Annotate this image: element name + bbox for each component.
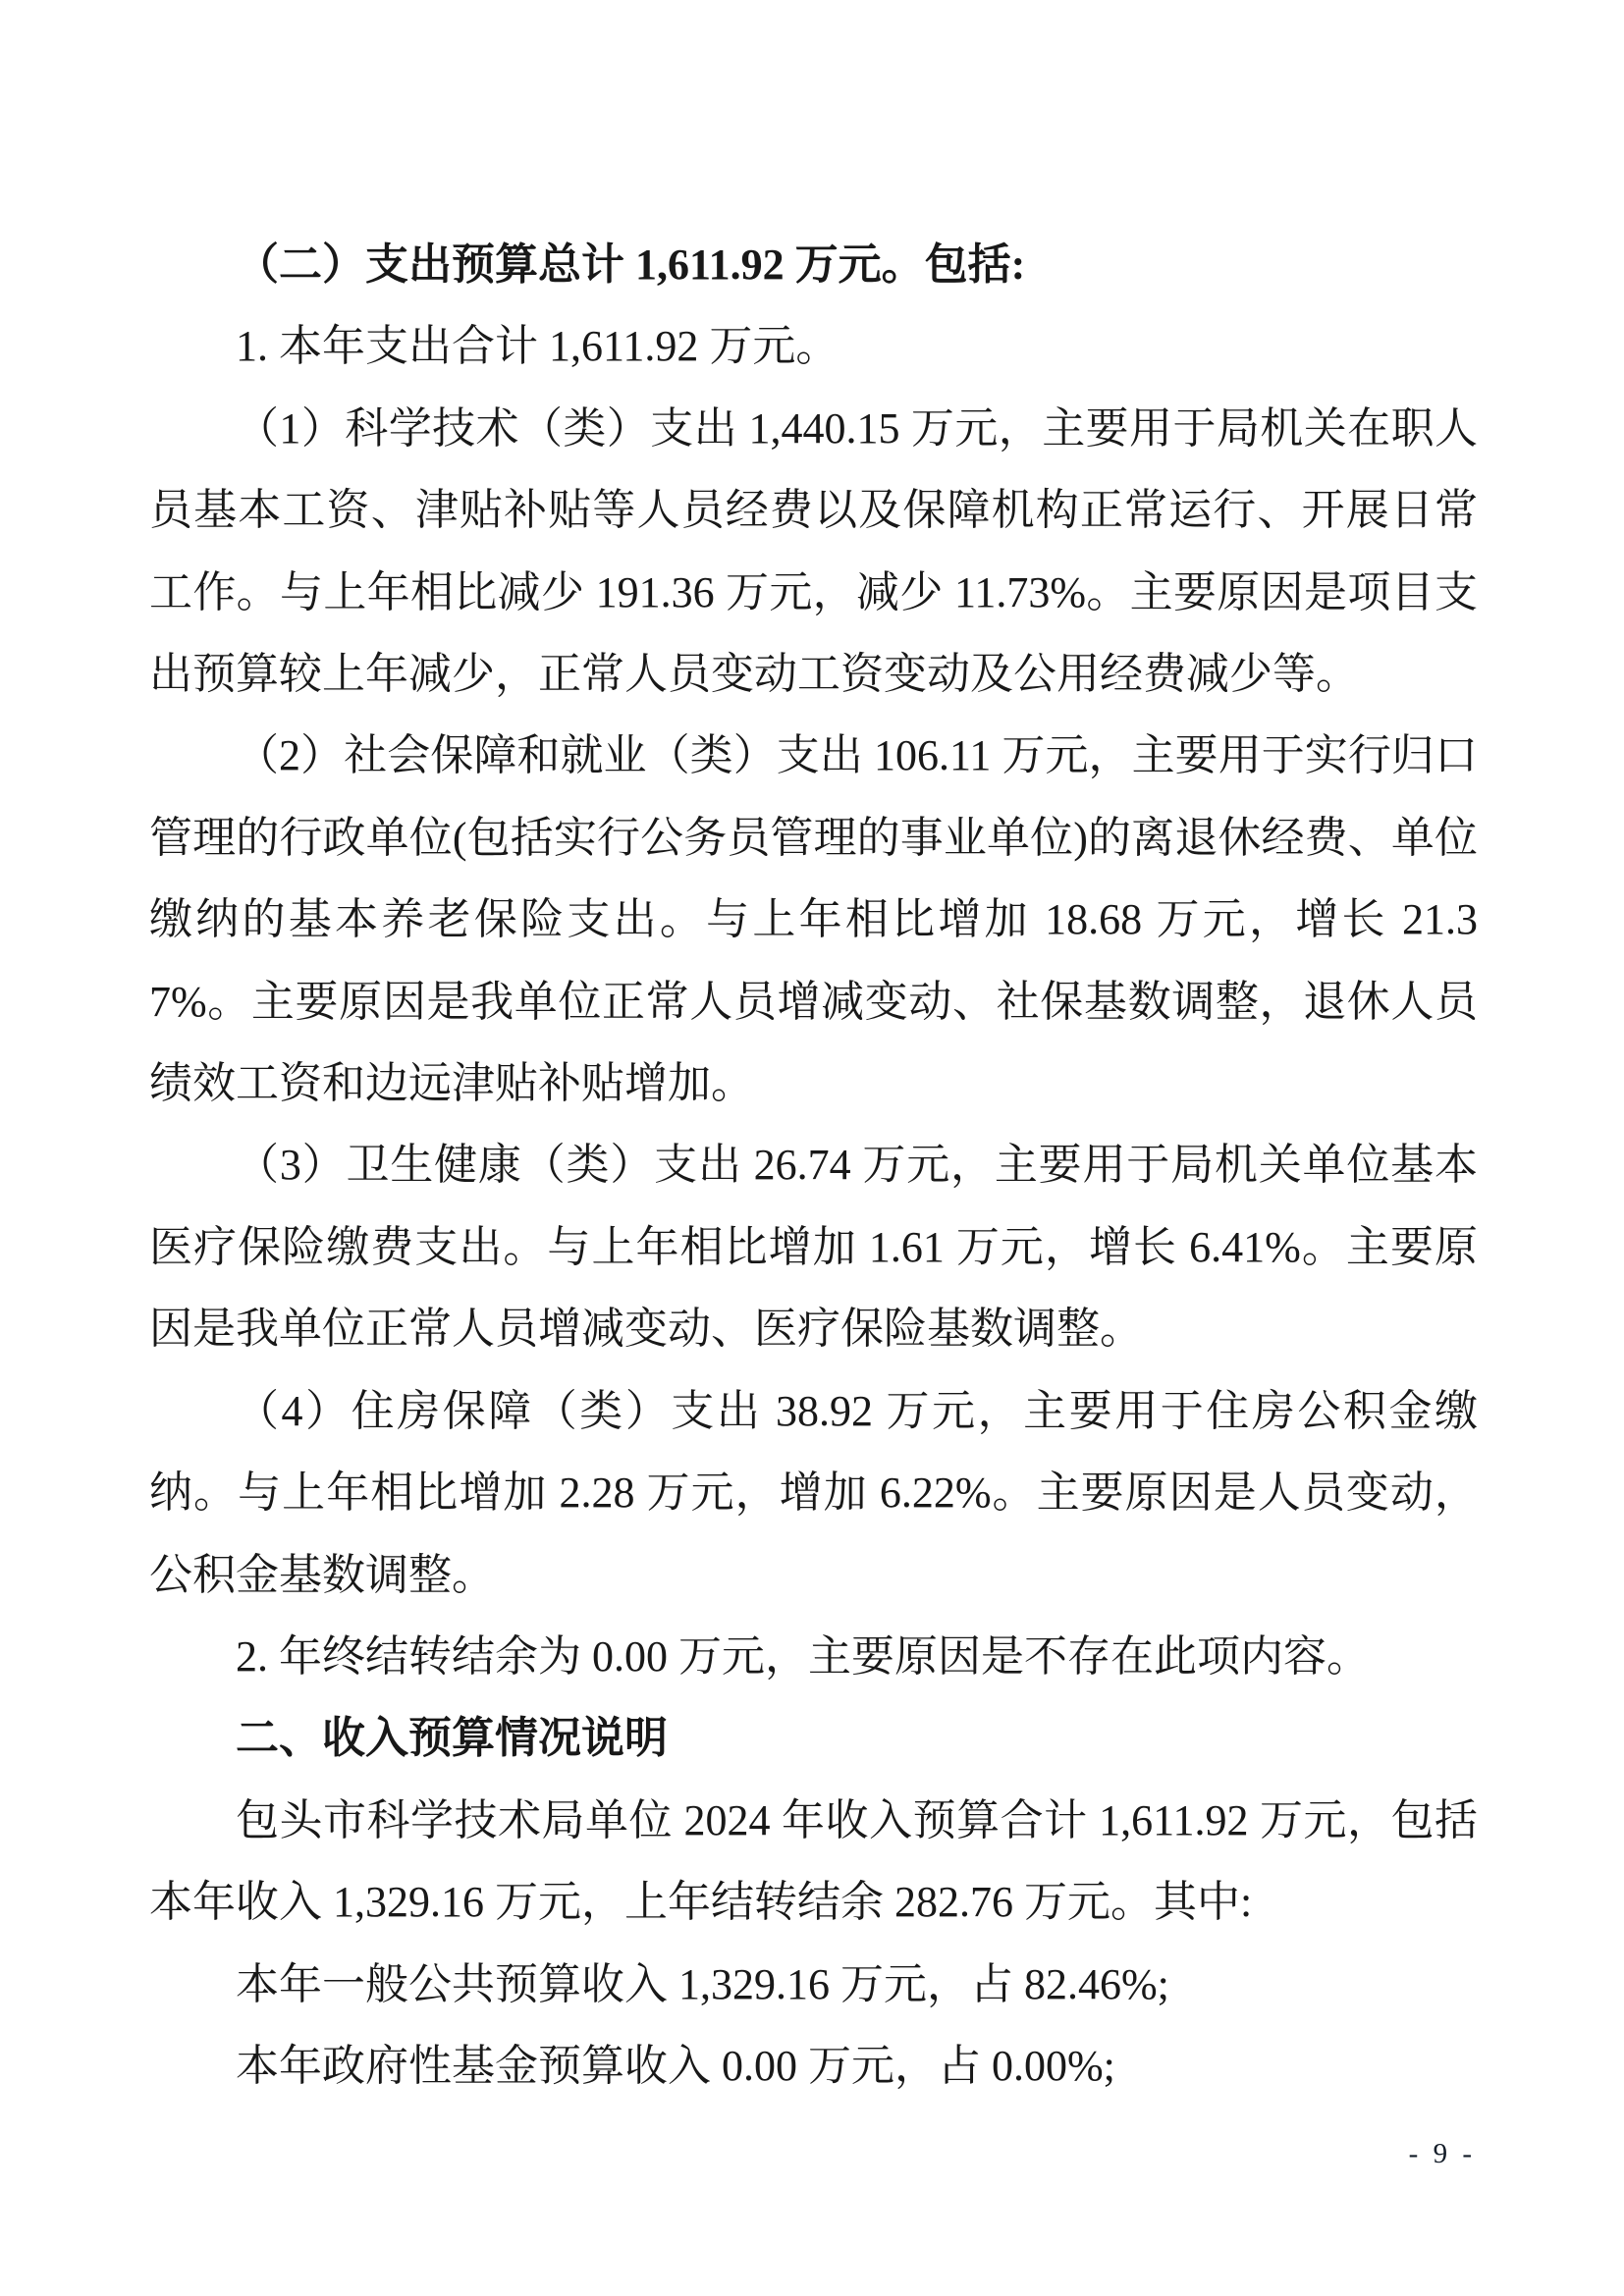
document-body bbox=[149, 224, 1478, 2107]
heading-expenditure-budget-total: （二）支出预算总计 1,611.92 万元。包括: bbox=[236, 240, 1026, 289]
paragraph-science-technology-expenditure: （1）科学技术（类）支出 1,440.15 万元，主要用于局机关在职人员基本工资、津贴补贴等人员经费以及保障机构正常运行、开展日常工作。与上年相比减少 191.36 万元，减少 11.73%。主要原因是项目支出预算较上年减少，正常人员变动工资变动及公用经费减少等。 bbox=[149, 403, 1478, 699]
paragraph-government-fund-budget-revenue: 本年政府性基金预算收入 0.00 万元，占 0.00%; bbox=[236, 2041, 1115, 2090]
paragraph-current-year-expenditure-total: 1. 本年支出合计 1,611.92 万元。 bbox=[236, 322, 839, 371]
page-number: - 9 - bbox=[1408, 2138, 1476, 2169]
heading-revenue-budget-explanation: 二、收入预算情况说明 bbox=[236, 1714, 668, 1763]
paragraph-general-public-budget-revenue: 本年一般公共预算收入 1,329.16 万元，占 82.46%; bbox=[236, 1959, 1169, 2008]
paragraph-health-expenditure: （3）卫生健康（类）支出 26.74 万元，主要用于局机关单位基本医疗保险缴费支出。与上年相比增加 1.61 万元，增长 6.41%。主要原因是我单位正常人员增减变动、医疗保险基数调整。 bbox=[149, 1141, 1478, 1354]
paragraph-housing-security-expenditure: （4）住房保障（类）支出 38.92 万元，主要用于住房公积金缴纳。与上年相比增加 2.28 万元，增加 6.22%。主要原因是人员变动，公积金基数调整。 bbox=[149, 1386, 1478, 1599]
paragraph-social-security-employment-expenditure: （2）社会保障和就业（类）支出 106.11 万元，主要用于实行归口管理的行政单位(包括实行公务员管理的事业单位)的离退休经费、单位缴纳的基本养老保险支出。与上年相比增加 18.68 万元，增长 21.37%。主要原因是我单位正常人员增减变动、社保基数调整，退休人员绩效工资和边远津贴补贴增加。 bbox=[149, 731, 1478, 1108]
paragraph-year-end-carryover: 2. 年终结转结余为 0.00 万元，主要原因是不存在此项内容。 bbox=[236, 1631, 1370, 1681]
paragraph-revenue-budget-total: 包头市科学技术局单位 2024 年收入预算合计 1,611.92 万元，包括本年收入 1,329.16 万元，上年结转结余 282.76 万元。其中: bbox=[149, 1795, 1478, 1927]
